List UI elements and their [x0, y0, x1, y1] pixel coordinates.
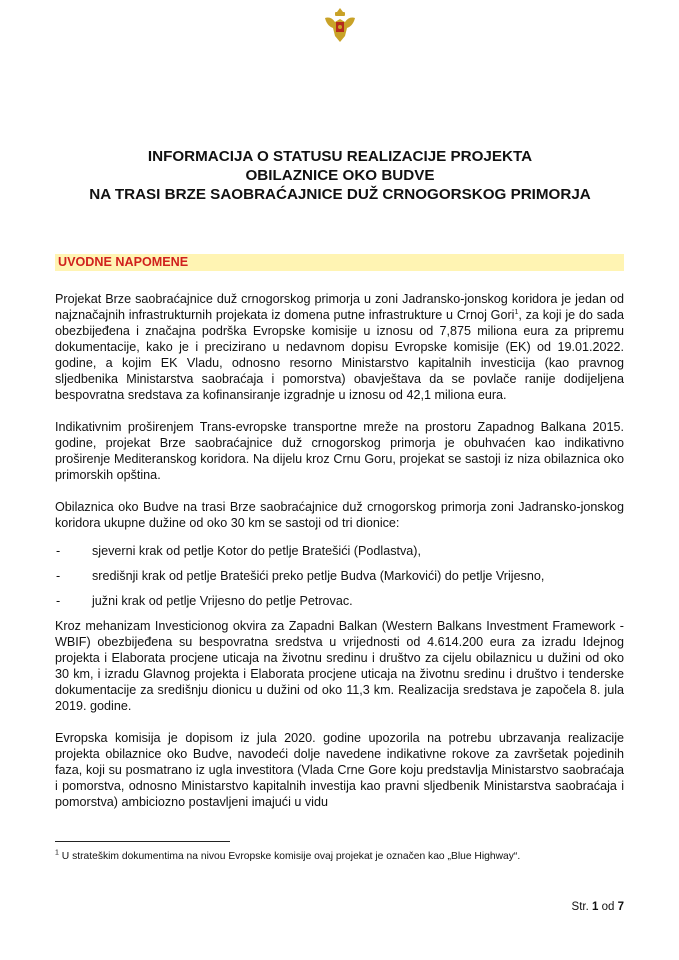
paragraph: Indikativnim proširenjem Trans-evropske transportne mreže na prostoru Zapadnog Balkana 2015. godine, projekat Brze saobraćajnice duž crnogorskog primorja je obuhvaćen kao indikativno proširenje Mediteranskog koridora. Na dijelu kroz Crnu Goru, projekat se sastoji iz niza obilaznica oko primorskih opština. — [55, 420, 624, 482]
paragraph: Obilaznica oko Budve na trasi Brze saobraćajnice duž crnogorskog primorja zoni Jadransko-jonskog koridora ukupne dužine od oko 30 km se sastoji od tri dionice: — [55, 500, 624, 530]
footnote — [55, 851, 520, 862]
page-total: 7 — [617, 901, 624, 913]
footnote-reference: 1 — [514, 308, 519, 316]
paragraph-text: , za koji je do sada obezbijeđena i značajna podrška Evropske komisije u iznosu od 7,875 miliona eura za pripremu dokumentacije, kako je i precizirano u nedavnom dopisu Evropske komisije (EK) od 19.01.2022. godine, a kojim EK Vladu, odnosno resorno Ministarstvo kapitalnih investicija (kao pravnog sljedbenika Ministarstva saobraćaja i pomorstva) obavještava da se povlače ranije dodijeljena bespovratna sredstava za kofinansiranje izgradnje u iznosu od 42,1 miliona eura. — [55, 308, 624, 402]
paragraph-text: Projekat Brze saobraćajnice duž crnogorskog primorja u zoni Jadransko-jonskog koridora je jedan od najznačajnih infrastrukturnih projekata iz domena putne infrastrukture u Crnoj Gori — [55, 292, 624, 322]
title-line: INFORMACIJA O STATUSU REALIZACIJE PROJEKTA — [147, 148, 533, 165]
page-sep: od — [598, 901, 618, 913]
paragraph: Evropska komisija je dopisom iz jula 2020. godine upozorila na potrebu ubrzavanja realizacije projekta obilaznice oko Budve, navodeći dolje navedene indikativne rokove za završetak pojedinih faza, koji su posmatrano iz ugla investitora (Vlada Crne Gore koju predstavlja Ministarstvo saobraćaja i pomorstva, odnosno Ministarstvo kapitalnih investija kao pravni sljedbenik Ministarstva saobraćaja i pomorstva) ambiciozno postavljeni imajući u vidu — [55, 731, 624, 809]
paragraph: Kroz mehanizam Investicionog okvira za Zapadni Balkan (Western Balkans Investment Framework - WBIF) obezbijeđena su bespovratna sredstva u vrijednosti od 4.614.200 eura za izradu Idejnog projekta i Elaborata procjene uticaja na životnu sredinu i društvo za cijelu obilaznicu u dužini od oko 30 km, i izradu Glavnog projekta i Elaborata procjene uticaja na životnu sredinu i društvo i tenderske dokumentacije za središnju dionicu u dužini od oko 11,3 km. Realizacija sredstava je započela 8. jula 2019. godine. — [55, 619, 624, 713]
paragraph — [55, 291, 624, 403]
section-list — [55, 543, 624, 609]
page-current: 1 — [592, 901, 599, 913]
document-title — [40, 147, 640, 204]
title-line: NA TRASI BRZE SAOBRAĆAJNICE DUŽ CRNOGORSKOG PRIMORJA — [89, 186, 591, 203]
list-item: - južni krak od petlje Vrijesno do petlje Petrovac. — [55, 593, 624, 609]
list-item: - središnji krak od petlje Bratešići preko petlje Budva (Markovići) do petlje Vrijesno, — [55, 568, 624, 584]
document-body — [55, 291, 624, 826]
title-line: OBILAZNICE OKO BUDVE — [245, 167, 435, 184]
list-item: - sjeverni krak od petlje Kotor do petlje Bratešići (Podlastva), — [55, 543, 624, 559]
coat-of-arms-icon — [322, 6, 358, 46]
page-number — [572, 901, 624, 913]
footnote-number: 1 — [55, 849, 59, 857]
footnote-text: U strateškim dokumentima na nivou Evropske komisije ovaj projekat je označen kao „Blue Highway“. — [61, 851, 521, 862]
section-heading: UVODNE NAPOMENE — [55, 254, 624, 271]
page-prefix: Str. — [571, 901, 592, 913]
footnote-divider — [55, 841, 230, 842]
